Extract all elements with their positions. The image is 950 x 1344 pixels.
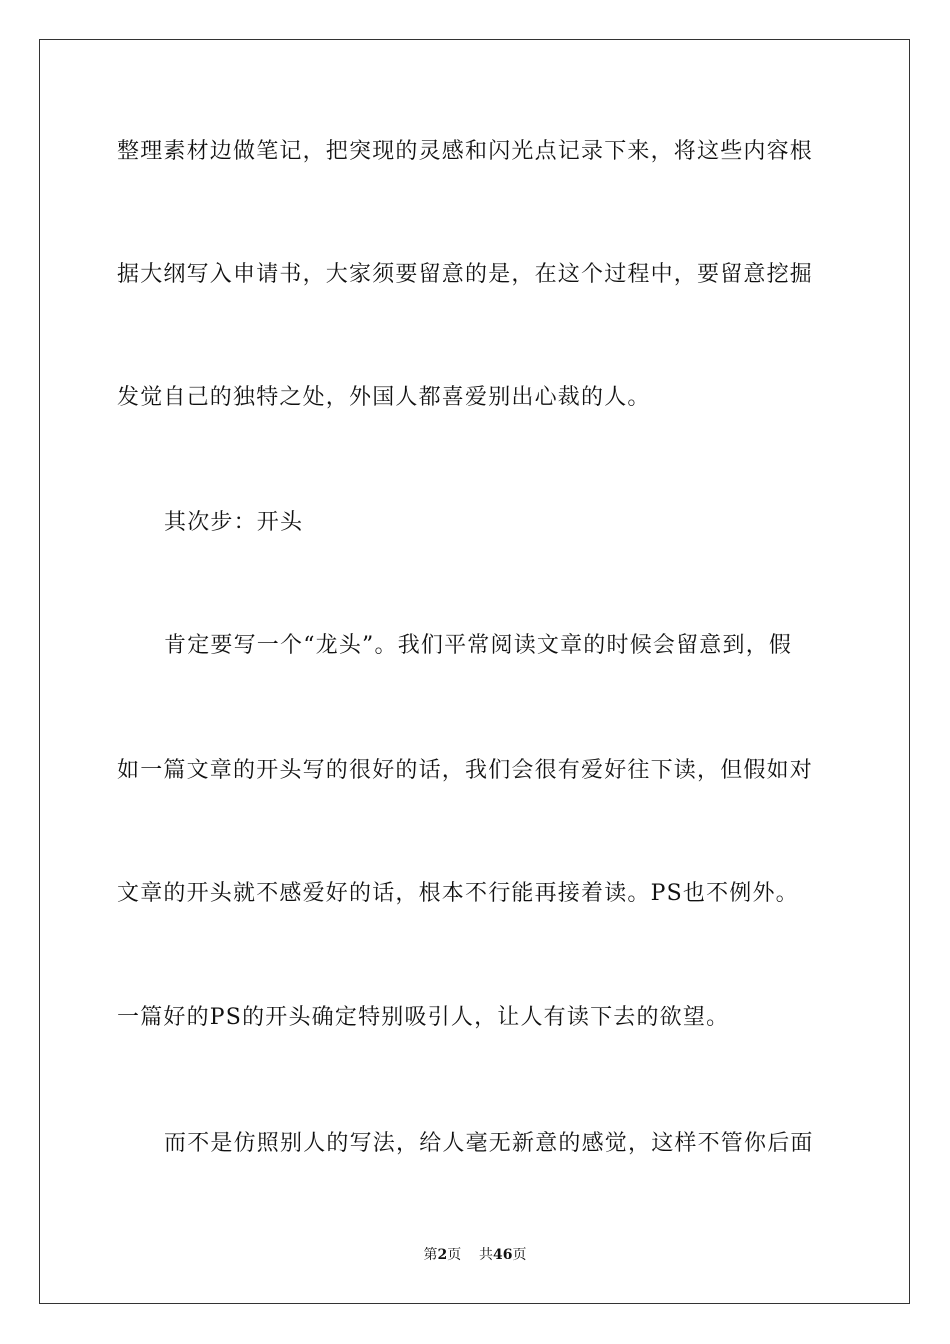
body-line: 据大纲写入申请书，大家须要留意的是，在这个过程中，要留意挖掘: [117, 262, 814, 287]
body-line: 一篇好的PS的开头确定特别吸引人，让人有读下去的欲望。: [117, 1005, 730, 1030]
page-number: 2: [437, 1247, 448, 1263]
body-line: 肯定要写一个“龙头”。我们平常阅读文章的时候会留意到，假: [164, 633, 793, 658]
page-prefix: 第: [423, 1247, 438, 1263]
page-suffix: 页: [447, 1247, 462, 1263]
body-line: 文章的开头就不感爱好的话，根本不行能再接着读。PS也不例外。: [117, 881, 799, 906]
body-line: 发觉自己的独特之处，外国人都喜爱别出心裁的人。: [117, 385, 651, 410]
body-line: 而不是仿照别人的写法，给人毫无新意的感觉，这样不管你后面: [164, 1131, 814, 1156]
body-line: 如一篇文章的开头写的很好的话，我们会很有爱好往下读，但假如对: [117, 758, 814, 783]
body-line: 整理素材边做笔记，把突现的灵感和闪光点记录下来，将这些内容根: [117, 139, 814, 164]
section-heading: 其次步：开头: [164, 510, 304, 535]
total-prefix: 共: [479, 1247, 494, 1263]
page-frame: [39, 39, 910, 1304]
page-footer: [0, 1246, 950, 1264]
total-suffix: 页: [512, 1247, 527, 1263]
total-pages: 46: [493, 1247, 513, 1263]
